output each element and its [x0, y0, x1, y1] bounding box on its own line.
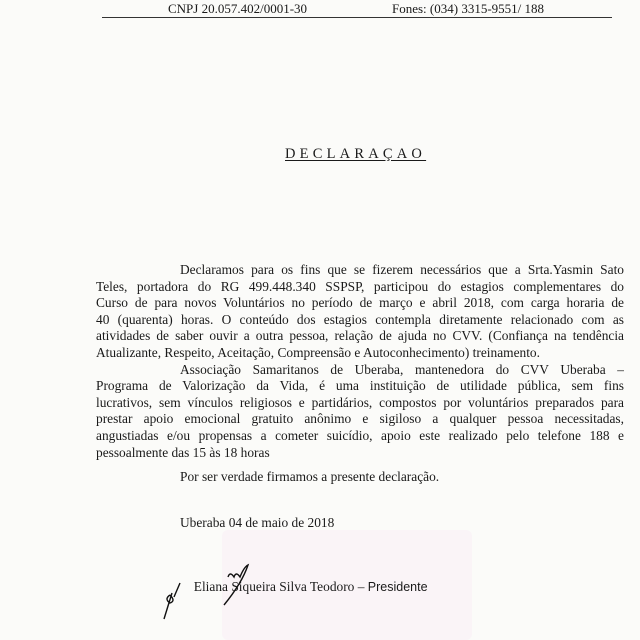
text-line: Associação Samaritanos de Uberaba, mantenedora do CVV Uberaba –: [180, 361, 624, 377]
signature-line: [180, 579, 428, 595]
phones: Fones: (034) 3315-9551/ 188: [392, 1, 545, 16]
text-line: Programa de Valorização da Vida, é uma instituição de utilidade pública, sem fins: [96, 378, 624, 394]
letterhead-footer: [0, 0, 640, 22]
document-title: DECLARAÇAO: [285, 146, 427, 162]
text-line: Teles, portadora do RG 499.448.340 SSPSP, participou do estagios complementares do: [96, 278, 624, 294]
text-line: pessoalmente das 15 às 18 horas: [96, 444, 270, 460]
text-line: Curso de para novos Voluntários no período de março e abril 2018, com carga horaria de: [96, 295, 624, 311]
text-line: Declaramos para os fins que se fizerem necessários que a Srta.Yasmin Sato: [180, 262, 624, 277]
text-line: angustiadas e/ou propensas a cometer suicídio, apoio este realizado pelo telefone 188 e: [96, 427, 624, 443]
text-line: atividades de saber ouvir a outra pessoa, relação de ajuda no CVV. (Confiança na tendência: [96, 328, 624, 344]
text-line: 40 (quarenta) horas. O conteúdo dos estagios contempla diretamente relacionado com as: [96, 311, 624, 327]
closing-statement: Por ser verdade firmamos a presente declaração.: [180, 469, 440, 484]
cnpj: CNPJ 20.057.402/0001-30: [168, 1, 308, 16]
text-line: prestar apoio emocional gratuito anônimo e sigiloso a qualquer pessoa necessitadas,: [96, 411, 624, 427]
text-line: Atualizante, Respeito, Aceitação, Compreensão e Autoconhecimento) treinamento.: [96, 344, 540, 360]
date-line: Uberaba 04 de maio de 2018: [180, 515, 335, 530]
divider: [102, 17, 612, 18]
text-line: lucrativos, sem vínculos religiosos e partidários, compostos por voluntários preparados para: [96, 394, 624, 410]
document-body: [96, 262, 624, 461]
signer-name: Eliana Siqueira Silva Teodoro –: [193, 579, 365, 594]
signer-role: Presidente: [367, 580, 428, 594]
